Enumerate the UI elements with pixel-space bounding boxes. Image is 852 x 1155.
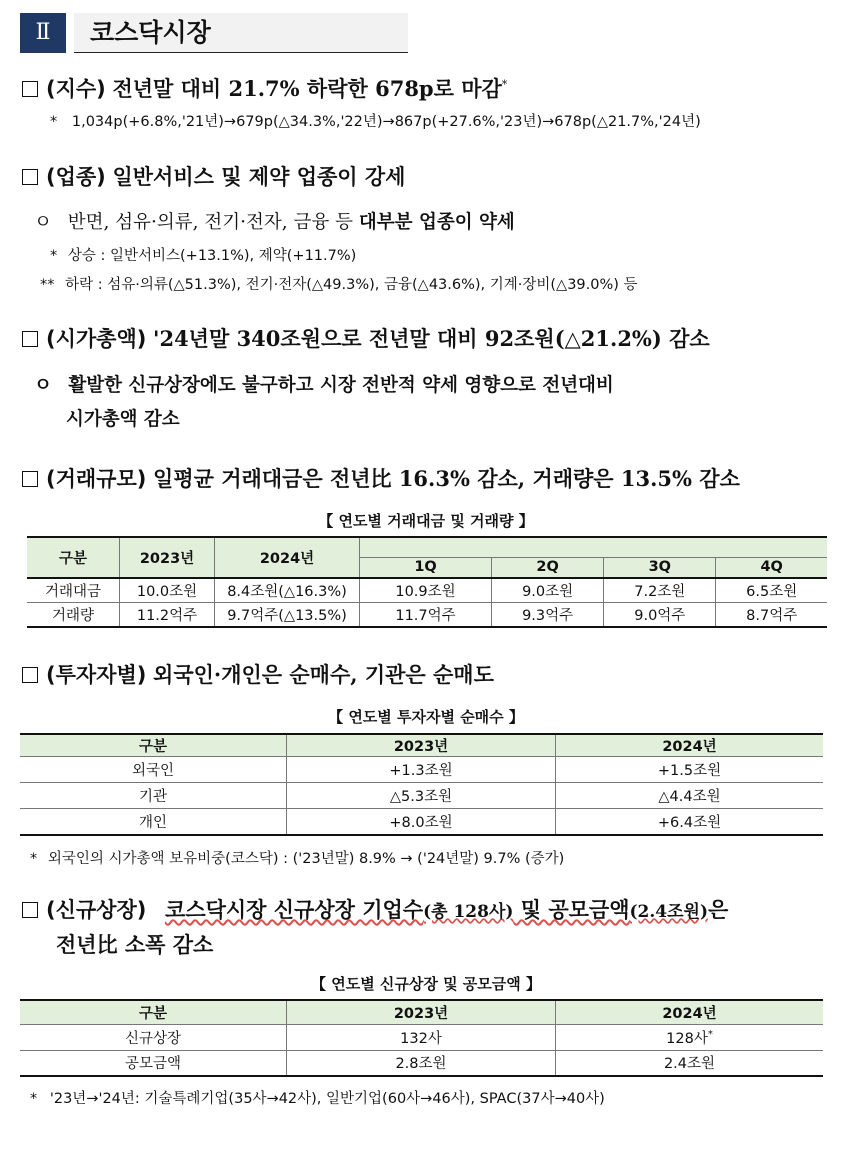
section-keyword: (거래규모) (46, 467, 147, 491)
table-row (20, 783, 823, 809)
section-keyword: (투자자별) (46, 663, 147, 687)
section-market-cap (22, 323, 710, 353)
table-cell: △5.3조원 (287, 783, 556, 809)
section-headline: 외국인·개인은 순매수, 기관은 순매도 (153, 662, 494, 687)
section-keyword: (신규상장) (46, 898, 147, 922)
table-header: 1Q (360, 557, 492, 578)
table-cell: 기관 (20, 783, 287, 809)
table-cell: +8.0조원 (287, 809, 556, 835)
section-industry (22, 161, 405, 191)
note-text: 하락 : 섬유·의류(△51.3%), 전기·전자(△49.3%), 금융(△43.6%), 기계·장비(△39.0%) 등 (65, 277, 638, 293)
table-cell: 9.3억주 (492, 602, 604, 627)
fall-note (40, 273, 638, 294)
ipo-count: (총 128사) (423, 902, 514, 922)
section-headline-2: 및 공모금액 (513, 897, 630, 922)
table-cell: 11.7억주 (360, 602, 492, 627)
table-header: 구분 (20, 1000, 287, 1024)
section-headline: 일평균 거래대금은 전년比 16.3% 감소, 거래량은 13.5% 감소 (153, 466, 740, 491)
section-ipo (22, 894, 728, 924)
checkbox-square-icon (22, 81, 38, 97)
industry-bullet (34, 208, 515, 234)
table-cell: 6.5조원 (716, 578, 827, 602)
note-mark: * (30, 1091, 38, 1107)
table-cell: 9.0억주 (604, 602, 716, 627)
section-headline-line2: 전년比 소폭 감소 (56, 932, 214, 957)
table-header-blank (360, 537, 828, 557)
bullet-text: 활발한 신규상장에도 불구하고 시장 전반적 약세 영향으로 전년대비 (68, 375, 614, 396)
ipo-breakdown-note (30, 1087, 605, 1108)
table-header: 2024년 (556, 1000, 824, 1024)
section-trading (22, 463, 740, 493)
table-cell: 신규상장 (20, 1024, 287, 1050)
page-title: 코스닥시장 (74, 13, 408, 53)
section-index (22, 73, 507, 103)
table-header: 2023년 (287, 734, 556, 757)
table-cell: 10.0조원 (120, 578, 215, 602)
table-header: 2023년 (120, 537, 215, 578)
table-header: 2023년 (287, 1000, 556, 1024)
table-cell: 거래대금 (27, 578, 120, 602)
table-cell: 외국인 (20, 757, 287, 783)
table-cell: 8.4조원(△16.3%) (215, 578, 360, 602)
section-headline: '24년말 340조원으로 전년말 대비 92조원(△21.2%) 감소 (153, 326, 710, 351)
rise-note (50, 244, 356, 265)
table-cell: 128사 (666, 1030, 708, 1047)
table-row (27, 578, 827, 602)
note-mark: * (50, 248, 58, 264)
table-caption: 【 연도별 거래대금 및 거래량 】 (318, 512, 534, 530)
section-investor (22, 659, 494, 689)
checkbox-square-icon (22, 331, 38, 347)
section-keyword: (지수) (46, 77, 106, 101)
note-mark: ** (40, 277, 55, 293)
table-cell: 7.2조원 (604, 578, 716, 602)
table-caption: 【 연도별 투자자별 순매수 】 (328, 708, 524, 726)
table-row (20, 757, 823, 783)
table-cell: 8.7억주 (716, 602, 827, 627)
trading-table (27, 536, 827, 628)
section-headline: 전년말 대비 21.7% 하락한 678p로 마감 (112, 76, 502, 101)
table-cell: 거래량 (27, 602, 120, 627)
note-text: 1,034p(+6.8%,'21년)→679p(△34.3%,'22년)→867p(+27.6%,'23년)→678p(△21.7%,'24년) (71, 114, 701, 130)
bullet-circle: ㅇ (34, 375, 52, 396)
table-cell: 11.2억주 (120, 602, 215, 627)
checkbox-square-icon (22, 169, 38, 185)
table-cell: △4.4조원 (556, 783, 824, 809)
table-cell: 10.9조원 (360, 578, 492, 602)
table-header: 2024년 (215, 537, 360, 578)
investor-table (20, 733, 823, 836)
table-header: 구분 (27, 537, 120, 578)
bullet-text-bold: 대부분 업종이 약세 (358, 212, 515, 233)
table-cell: 2.8조원 (287, 1050, 556, 1076)
table-cell: +1.5조원 (556, 757, 824, 783)
table-cell: +6.4조원 (556, 809, 824, 835)
footnote-star: * (501, 78, 508, 91)
table-row (20, 809, 823, 835)
section-keyword: (업종) (46, 165, 106, 189)
checkbox-square-icon (22, 471, 38, 487)
table-header: 구분 (20, 734, 287, 757)
table-header: 4Q (716, 557, 827, 578)
note-mark: * (30, 851, 38, 867)
bullet-text: 반면, 섬유·의류, 전기·전자, 금융 등 (67, 212, 359, 233)
table-header: 2024년 (556, 734, 824, 757)
bullet-circle: ㅇ (34, 212, 52, 233)
table-cell: 2.4조원 (556, 1050, 824, 1076)
checkbox-square-icon (22, 902, 38, 918)
table-cell: 9.7억주(△13.5%) (215, 602, 360, 627)
index-history-note (50, 110, 701, 131)
table-cell: 132사 (287, 1024, 556, 1050)
note-text: '23년→'24년: 기술특례기업(35사→42사), 일반기업(60사→46사), SPAC(37사→40사) (49, 1091, 605, 1107)
table-row (27, 602, 827, 627)
section-headline: 일반서비스 및 제약 업종이 강세 (112, 164, 406, 189)
note-mark: * (50, 114, 58, 130)
section-number: Ⅱ (20, 13, 66, 53)
table-caption: 【 연도별 신규상장 및 공모금액 】 (311, 975, 541, 993)
market-cap-bullet-line1 (34, 371, 614, 397)
table-row (20, 1050, 823, 1076)
table-header: 3Q (604, 557, 716, 578)
checkbox-square-icon (22, 667, 38, 683)
table-cell: 공모금액 (20, 1050, 287, 1076)
note-text: 상승 : 일반서비스(+13.1%), 제약(+11.7%) (67, 248, 357, 264)
table-cell-with-star (556, 1024, 824, 1050)
ipo-table (20, 999, 823, 1077)
table-header: 2Q (492, 557, 604, 578)
table-row (20, 1024, 823, 1050)
ipo-amount: (2.4조원) (629, 902, 709, 922)
note-text: 외국인의 시가총액 보유비중(코스닥) : ('23년말) 8.9% → ('24년말) 9.7% (증가) (47, 851, 565, 867)
footnote-star: * (707, 1028, 713, 1040)
section-headline-3: 은 (708, 897, 729, 922)
table-cell: +1.3조원 (287, 757, 556, 783)
section-headline: 코스닥시장 신규상장 기업수 (165, 897, 424, 922)
section-keyword: (시가총액) (46, 327, 147, 351)
table-cell: 9.0조원 (492, 578, 604, 602)
foreign-holding-note (30, 847, 564, 868)
table-cell: 개인 (20, 809, 287, 835)
market-cap-bullet-line2: 시가총액 감소 (66, 409, 180, 430)
